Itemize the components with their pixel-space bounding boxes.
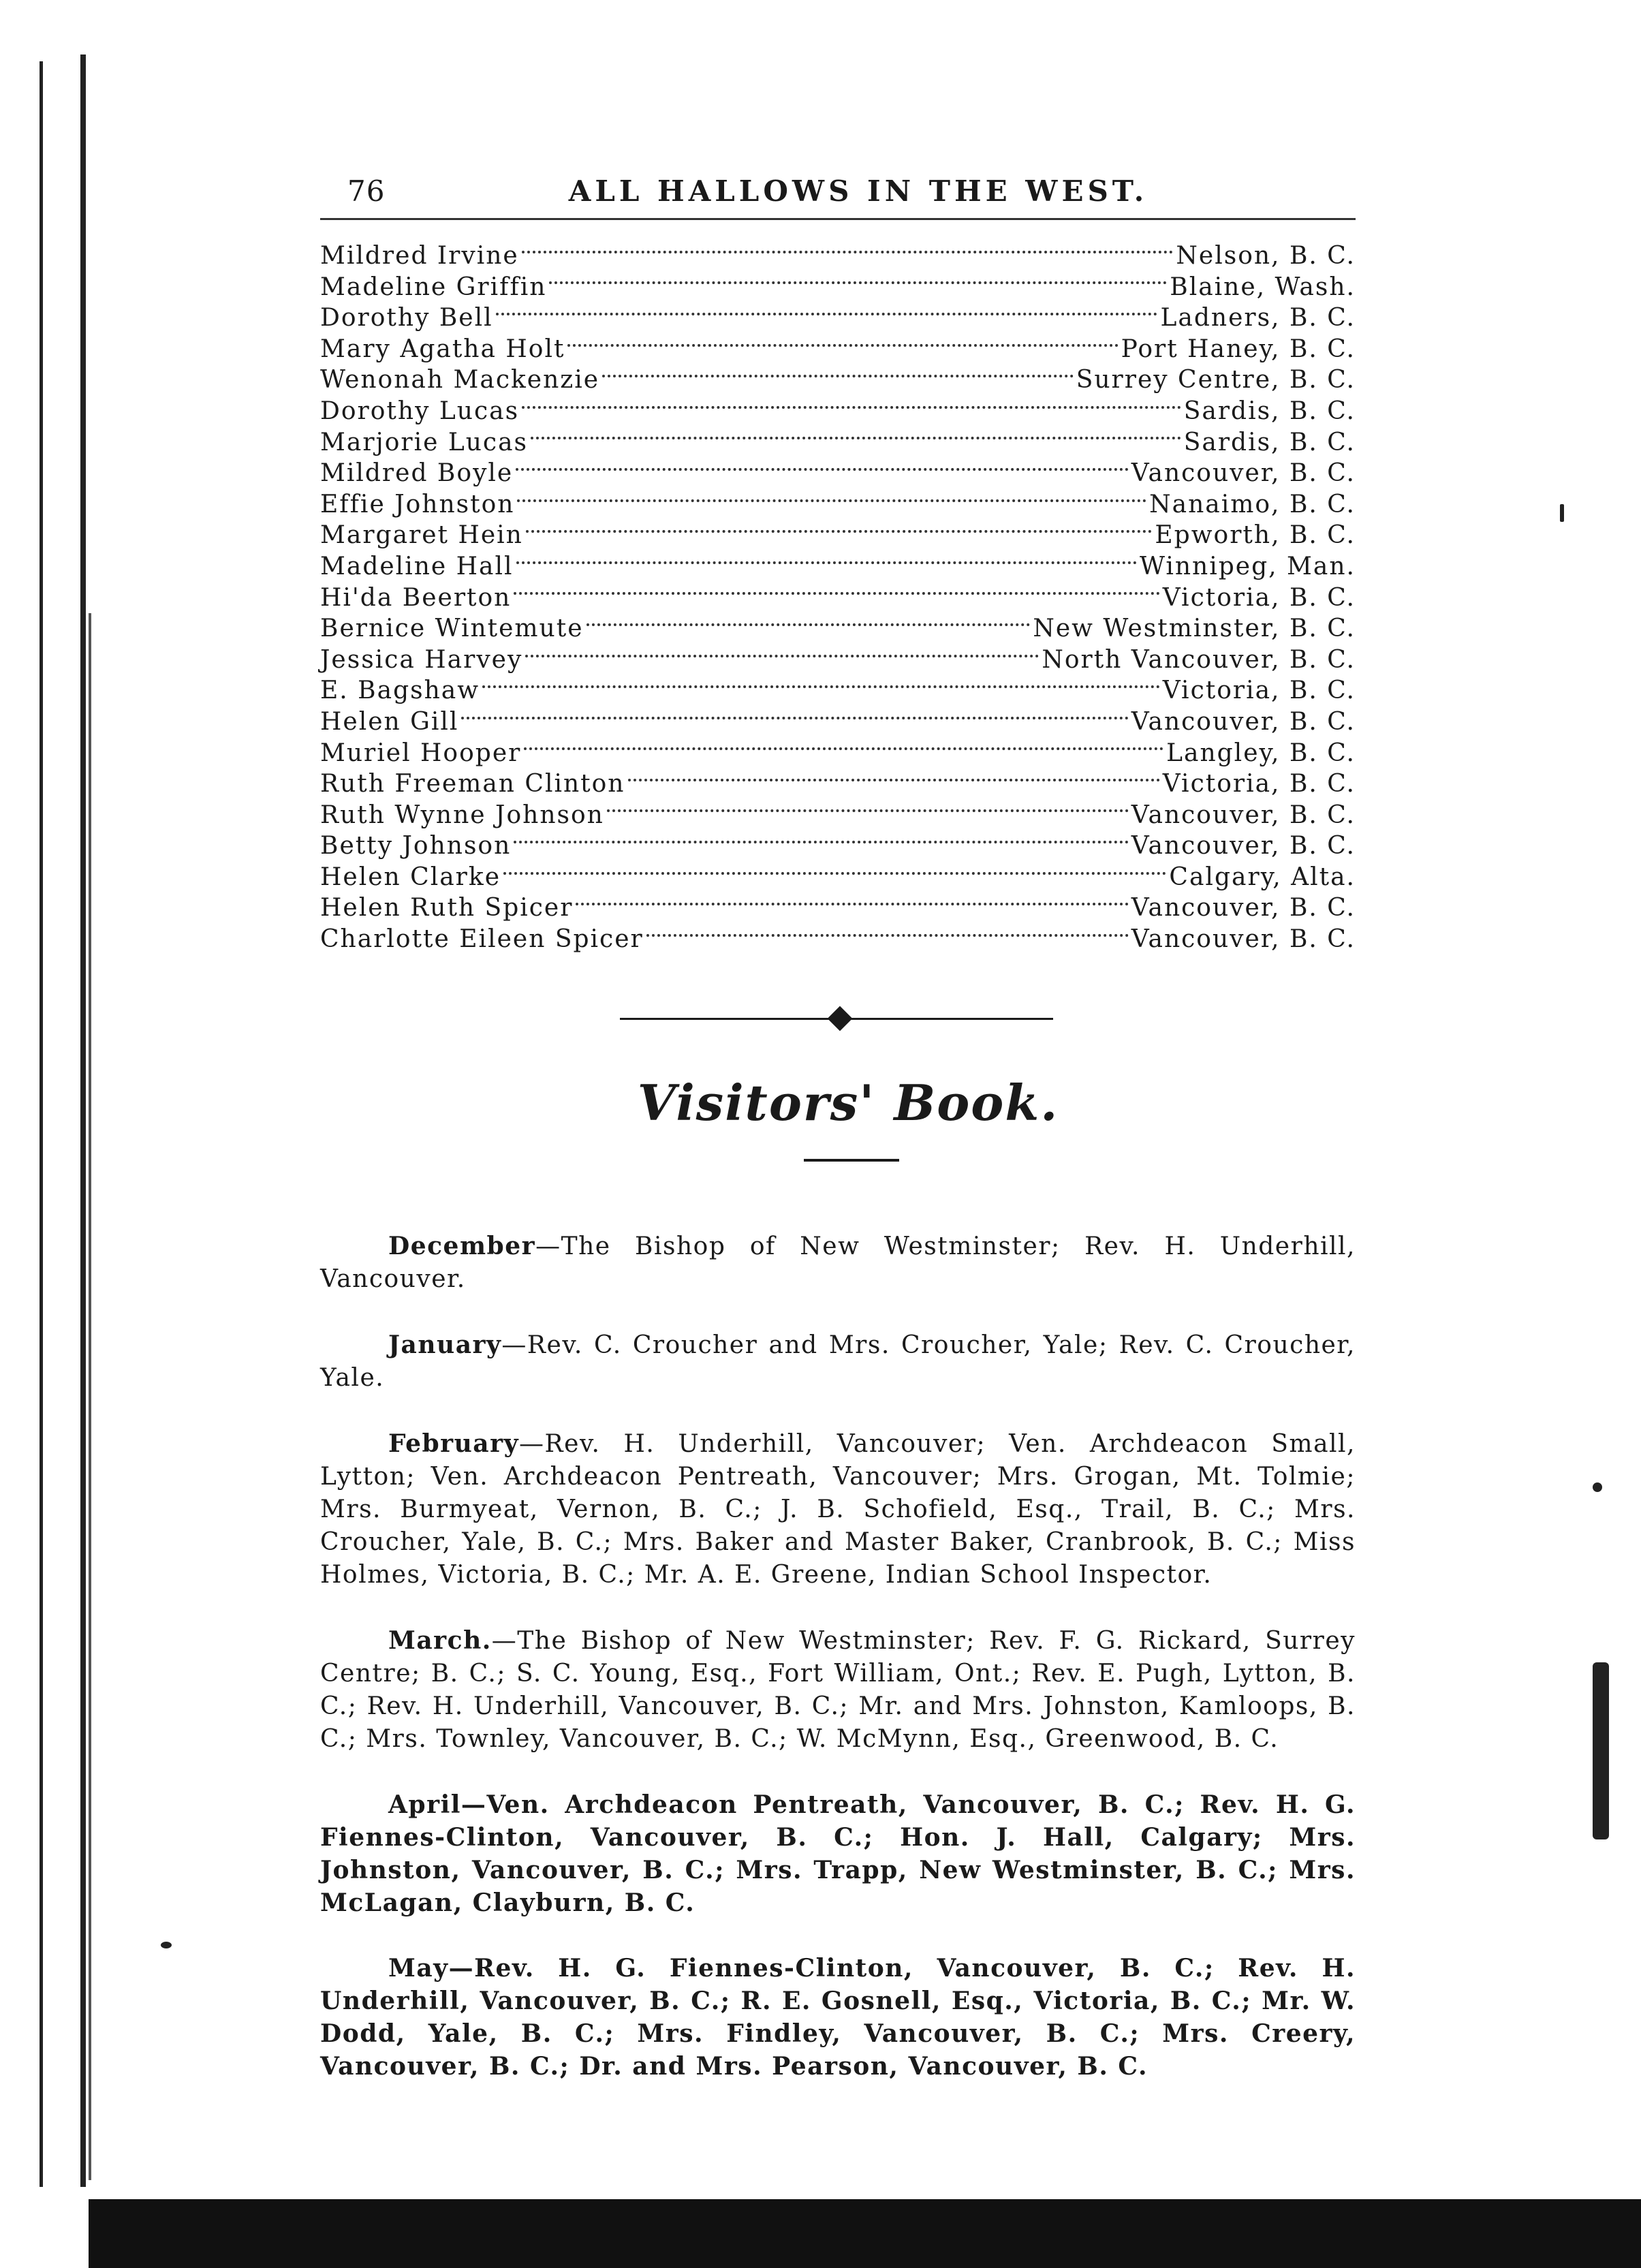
pupil-name: Bernice Wintemute <box>320 615 584 643</box>
visit-entry <box>320 1427 1356 1591</box>
dot-leader <box>496 313 1158 315</box>
pupil-place: Vancouver, B. C. <box>1131 707 1356 736</box>
dot-leader <box>514 592 1159 595</box>
pupil-name: Dorothy Lucas <box>320 397 520 425</box>
scan-speck <box>1593 1662 1609 1839</box>
visit-text: —Rev. H. G. Fiennes-Clinton, Vancouver, B. C.; Rev. H. Underhill, Vancouver, B. C.; R. E. Gosnell, Esq., Victoria, B. C.; Mr. W. Dodd, Yale, B. C.; Mrs. Findley, Vancouver, B. C.; Mrs. Creery, Vancouver, B. C.; Dr. and Mrs. Pearson, Vancouver, B. C. <box>320 1953 1356 2081</box>
visit-entry <box>320 1230 1356 1296</box>
pupil-row <box>320 738 1356 769</box>
pupil-name: Mildred Irvine <box>320 242 519 270</box>
section-title: Visitors' Book. <box>637 1073 1059 1132</box>
pupil-place: New Westminster, B. C. <box>1033 615 1356 643</box>
dot-leader <box>628 779 1160 781</box>
visitors-book-entries <box>320 1230 1356 2083</box>
pupil-name: Charlotte Eileen Spicer <box>320 925 644 954</box>
running-title: ALL HALLOWS IN THE WEST. <box>568 174 1148 208</box>
dot-leader <box>514 841 1129 843</box>
pupil-place: Vancouver, B. C. <box>1131 459 1356 488</box>
pupil-name: Muriel Hooper <box>320 739 522 767</box>
dot-leader <box>526 530 1153 533</box>
binding-edge-line <box>80 55 86 2187</box>
pupil-place: Vancouver, B. C. <box>1131 801 1356 829</box>
pupil-row <box>320 489 1356 521</box>
pupil-place: Port Haney, B. C. <box>1121 335 1356 363</box>
pupil-row <box>320 892 1356 924</box>
dot-leader <box>524 747 1163 750</box>
visit-month: March. <box>388 1626 492 1655</box>
page <box>320 164 1356 2115</box>
dot-leader <box>525 655 1039 657</box>
dot-leader <box>549 281 1167 284</box>
dot-leader <box>576 903 1128 905</box>
dot-leader <box>517 499 1146 502</box>
dot-leader <box>646 934 1129 937</box>
pupil-place: Victoria, B. C. <box>1162 677 1356 705</box>
pupil-name: Dorothy Bell <box>320 304 493 332</box>
pupil-place: Nelson, B. C. <box>1176 242 1356 270</box>
pupil-row <box>320 364 1356 396</box>
scan-speck <box>1560 504 1564 522</box>
pupil-row <box>320 675 1356 706</box>
pupil-name: Helen Ruth Spicer <box>320 894 574 922</box>
pupil-row <box>320 800 1356 831</box>
pupil-row <box>320 644 1356 676</box>
section-ornament <box>320 999 1356 1040</box>
pupil-row <box>320 706 1356 738</box>
scan-speck <box>161 1942 172 1948</box>
pupil-place: Nanaimo, B. C. <box>1149 490 1356 518</box>
pupil-place: Victoria, B. C. <box>1162 770 1356 798</box>
pupil-row <box>320 582 1356 614</box>
dot-leader <box>461 717 1128 719</box>
pupil-row <box>320 458 1356 489</box>
pupil-place: Calgary, Alta. <box>1169 863 1356 891</box>
pupil-place: Winnipeg, Man. <box>1139 552 1356 580</box>
pupil-place: Blaine, Wash. <box>1170 273 1356 301</box>
pupil-row <box>320 520 1356 551</box>
pupil-place: Ladners, B. C. <box>1160 304 1356 332</box>
visit-text: —Ven. Archdeacon Pentreath, Vancouver, B. C.; Rev. H. G. Fiennes-Clinton, Vancouver, B. C.; Hon. J. Hall, Calgary; Mrs. Johnston, Vancouver, B. C.; Mrs. Trapp, New Westminster, B. C.; Mrs. McLagan, Clayburn, B. C. <box>320 1790 1356 1917</box>
pupil-row <box>320 924 1356 955</box>
visit-month: April <box>388 1790 461 1819</box>
dot-leader <box>516 468 1129 471</box>
dot-leader <box>482 685 1160 688</box>
pupil-name: Betty Johnson <box>320 832 512 860</box>
dot-leader <box>522 406 1181 409</box>
pupil-place: North Vancouver, B. C. <box>1042 645 1356 674</box>
pupil-name: Madeline Griffin <box>320 273 547 301</box>
pupil-row <box>320 830 1356 862</box>
visit-entry <box>320 1952 1356 2083</box>
pupil-place: Epworth, B. C. <box>1155 521 1356 550</box>
running-head <box>320 164 1356 220</box>
pupil-place: Surrey Centre, B. C. <box>1076 366 1356 394</box>
binding-edge-line <box>40 61 43 2187</box>
pupil-name: E. Bagshaw <box>320 677 480 705</box>
pupil-name: Marjorie Lucas <box>320 428 529 456</box>
dot-leader <box>607 809 1129 812</box>
pupil-name: Mary Agatha Holt <box>320 335 565 363</box>
pupil-name: Effie Johnston <box>320 490 515 518</box>
dot-leader <box>567 344 1118 347</box>
pupil-name: Wenonah Mackenzie <box>320 366 600 394</box>
dot-leader <box>602 375 1074 377</box>
visit-text: —Rev. C. Croucher and Mrs. Croucher, Yale; Rev. C. Croucher, Yale. <box>320 1331 1356 1392</box>
pupil-place: Vancouver, B. C. <box>1131 832 1356 860</box>
pupil-row <box>320 272 1356 303</box>
visit-month: February <box>388 1429 520 1458</box>
visit-text: —The Bishop of New Westminster; Rev. F. G. Rickard, Surrey Centre; B. C.; S. C. Young, Esq., Fort William, Ont.; Rev. E. Pugh, Lytton, B. C.; Rev. H. Underhill, Vancouver, B. C.; Mr. and Mrs. Johnston, Kamloops, B. C.; Mrs. Townley, Vancouver, B. C.; W. McMynn, Esq., Greenwood, B. C. <box>320 1626 1356 1753</box>
pupil-name: Jessica Harvey <box>320 645 523 674</box>
pupil-row <box>320 302 1356 334</box>
pupil-name: Ruth Freeman Clinton <box>320 770 625 798</box>
pupil-place: Sardis, B. C. <box>1183 428 1356 456</box>
scan-bottom-bar <box>89 2199 1641 2268</box>
dot-leader <box>531 437 1181 439</box>
visit-text: —The Bishop of New Westminster; Rev. H. Underhill, Vancouver. <box>320 1232 1356 1293</box>
pupil-row <box>320 427 1356 459</box>
pupil-row <box>320 240 1356 272</box>
pupil-place: Vancouver, B. C. <box>1131 894 1356 922</box>
page-number: 76 <box>347 174 386 208</box>
dot-leader <box>522 251 1174 253</box>
pupil-row <box>320 551 1356 582</box>
pupil-name: Hi'da Beerton <box>320 583 512 612</box>
visit-month: May <box>388 1953 449 1983</box>
dot-leader <box>587 623 1031 626</box>
scan-speck <box>1593 1482 1602 1492</box>
pupil-place: Langley, B. C. <box>1166 739 1356 767</box>
pupil-row <box>320 396 1356 427</box>
pupil-row <box>320 768 1356 800</box>
pupil-row <box>320 613 1356 644</box>
visit-entry <box>320 1788 1356 1919</box>
visit-entry <box>320 1624 1356 1756</box>
visit-entry <box>320 1329 1356 1395</box>
pupil-name: Ruth Wynne Johnson <box>320 801 604 829</box>
visit-month: January <box>388 1330 502 1359</box>
pupil-place: Sardis, B. C. <box>1183 397 1356 425</box>
pupil-row <box>320 862 1356 893</box>
pupil-name: Mildred Boyle <box>320 459 514 488</box>
pupil-name: Madeline Hall <box>320 552 514 580</box>
visit-text: —Rev. H. Underhill, Vancouver; Ven. Archdeacon Small, Lytton; Ven. Archdeacon Pentreath, Vancouver; Mrs. Grogan, Mt. Tolmie; Mrs. Burmyeat, Vernon, B. C.; J. B. Schofield, Esq., Trail, B. C.; Mrs. Croucher, Yale, B. C.; Mrs. Baker and Master Baker, Cranbrook, B. C.; Miss Holmes, Victoria, B. C.; Mr. A. E. Greene, Indian School Inspector. <box>320 1429 1356 1589</box>
dot-leader <box>503 872 1166 875</box>
pupil-name: Helen Clarke <box>320 863 501 891</box>
pupil-place: Victoria, B. C. <box>1162 583 1356 612</box>
dot-leader <box>516 561 1137 564</box>
pupil-name: Helen Gill <box>320 707 459 736</box>
visit-month: December <box>388 1231 536 1260</box>
pupil-list <box>320 240 1356 955</box>
pupil-place: Vancouver, B. C. <box>1131 925 1356 954</box>
pupil-row <box>320 334 1356 365</box>
pupil-name: Margaret Hein <box>320 521 523 550</box>
title-rule <box>804 1159 899 1162</box>
binding-edge-line <box>89 613 91 2180</box>
